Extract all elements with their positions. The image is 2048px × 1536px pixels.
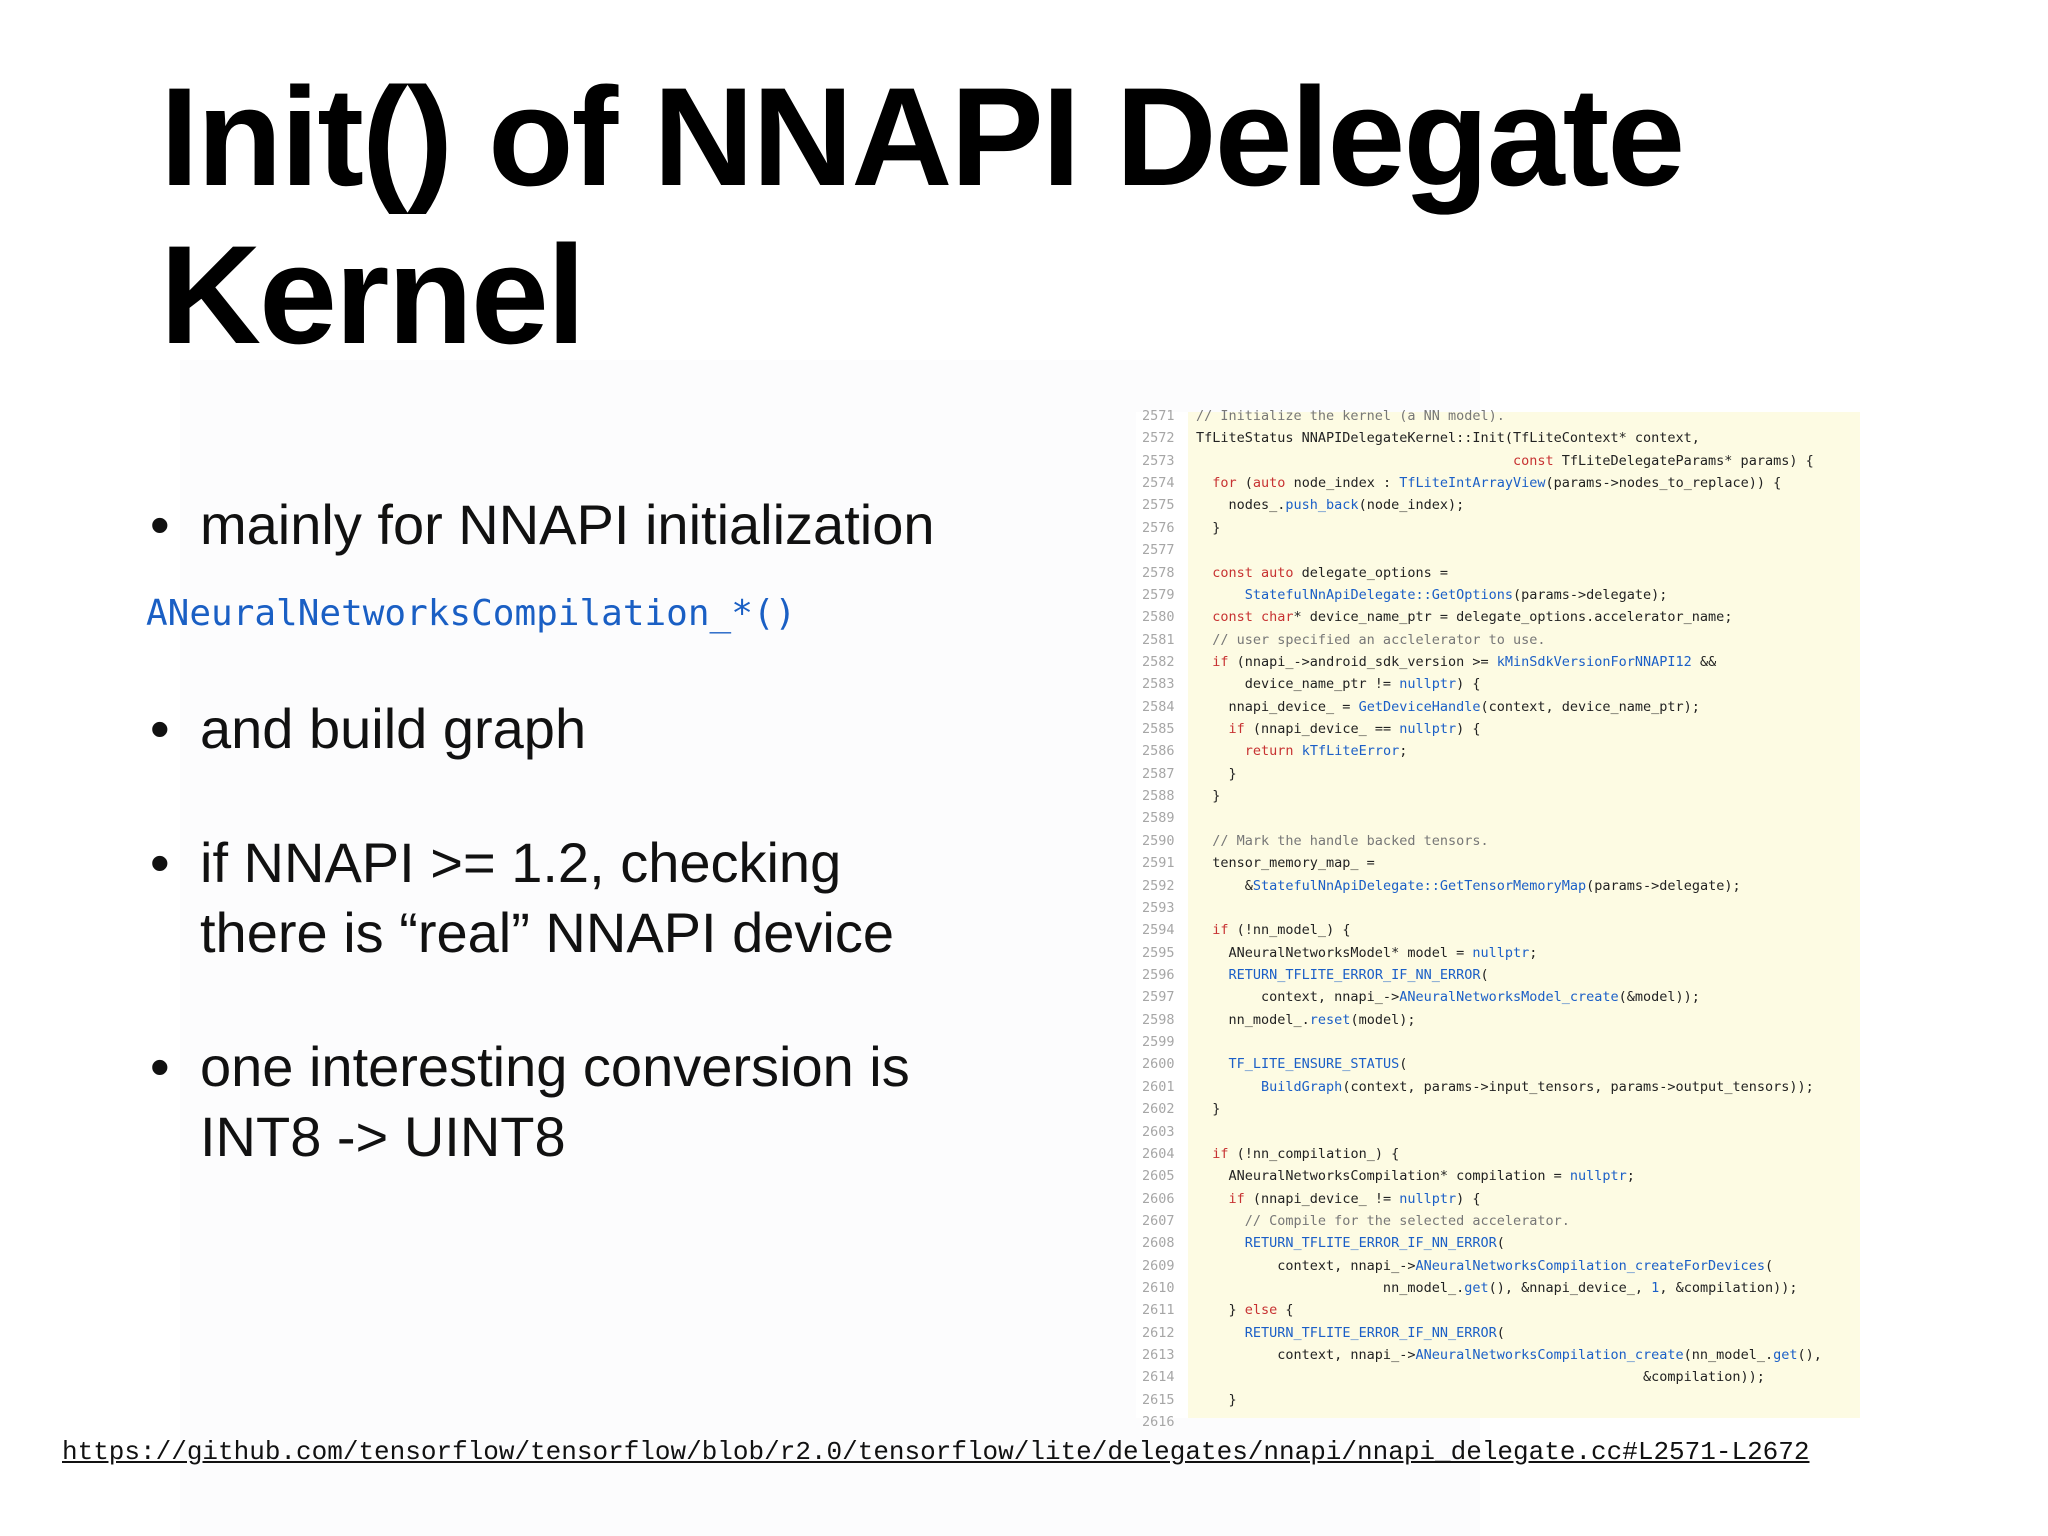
code-line-text xyxy=(1196,606,1732,628)
code-token: (params->delegate); xyxy=(1513,586,1668,603)
code-token: nn_model_. xyxy=(1196,1280,1465,1297)
code-line-text xyxy=(1196,1009,1415,1031)
code-line xyxy=(1136,1277,1860,1299)
code-line-text xyxy=(1196,1232,1505,1254)
code-token: context, nnapi_-> xyxy=(1196,1257,1416,1274)
code-line-text xyxy=(1196,517,1220,539)
code-line-text xyxy=(1196,763,1237,785)
code-token: * device_name_ptr = delegate_options.accelerator_name; xyxy=(1293,609,1733,626)
code-token: (node_index); xyxy=(1358,497,1465,514)
code-token: // Initialize the kernel (a NN model). xyxy=(1196,408,1505,424)
code-snippet xyxy=(1136,408,1860,1431)
code-line-number: 2606 xyxy=(1142,1190,1175,1207)
code-token: nullptr xyxy=(1569,1168,1627,1185)
code-line-number: 2587 xyxy=(1142,765,1175,782)
code-line-number: 2616 xyxy=(1142,1414,1175,1431)
code-line xyxy=(1136,1299,1860,1321)
code-token: return xyxy=(1244,743,1294,760)
code-token: const xyxy=(1512,452,1554,469)
code-line-text xyxy=(1196,696,1700,718)
bullet-text xyxy=(200,490,1040,560)
code-line xyxy=(1136,405,1860,427)
code-line-number: 2583 xyxy=(1142,676,1175,693)
code-line-text xyxy=(1196,1322,1505,1344)
code-token: ( xyxy=(1496,1324,1505,1341)
code-line-text xyxy=(1196,472,1781,494)
api-call-code: ANeuralNetworksCompilation_*() xyxy=(146,593,797,634)
code-line-text xyxy=(1196,629,1546,651)
code-token: (), &nnapi_device_, xyxy=(1488,1280,1652,1297)
code-token: nullptr xyxy=(1399,721,1457,738)
code-token: context, nnapi_-> xyxy=(1196,1347,1416,1364)
code-line xyxy=(1136,1143,1860,1165)
bullet-dot-icon: • xyxy=(150,493,170,556)
code-token xyxy=(1196,967,1229,983)
code-token: &compilation)); xyxy=(1196,1369,1765,1386)
code-line xyxy=(1136,1121,1860,1143)
code-token: RETURN_TFLITE_ERROR_IF_NN_ERROR xyxy=(1244,1324,1497,1341)
code-token: // Mark the handle backed tensors. xyxy=(1196,832,1489,849)
code-line-text xyxy=(1196,1143,1399,1165)
code-line xyxy=(1136,897,1860,919)
code-line-text xyxy=(1196,964,1489,986)
code-line-number: 2605 xyxy=(1142,1168,1175,1185)
code-line-text xyxy=(1196,450,1814,472)
code-token: delegate_options = xyxy=(1293,564,1448,581)
code-line xyxy=(1136,1366,1860,1388)
code-token xyxy=(1196,922,1212,938)
code-line xyxy=(1136,1344,1860,1366)
code-line-text xyxy=(1196,718,1481,740)
code-line xyxy=(1136,763,1860,785)
code-line xyxy=(1136,651,1860,673)
code-line-number: 2576 xyxy=(1142,519,1175,536)
code-line xyxy=(1136,696,1860,718)
code-line-number: 2607 xyxy=(1142,1212,1175,1229)
code-token xyxy=(1196,743,1245,759)
code-token: } xyxy=(1196,519,1221,536)
code-line-text xyxy=(1196,875,1741,897)
bullet-dot-icon: • xyxy=(150,831,170,894)
code-token: TfLiteStatus NNAPIDelegateKernel::Init(TfLiteContext* context, xyxy=(1196,430,1700,447)
code-line-number: 2611 xyxy=(1142,1302,1175,1319)
code-line xyxy=(1136,964,1860,986)
code-token: ( xyxy=(1236,475,1253,492)
code-line-number: 2614 xyxy=(1142,1369,1175,1386)
code-line-text xyxy=(1196,673,1481,695)
code-token: ( xyxy=(1496,1235,1505,1252)
code-line xyxy=(1136,1255,1860,1277)
code-line xyxy=(1136,919,1860,941)
code-token: else xyxy=(1244,1302,1278,1319)
code-line xyxy=(1136,517,1860,539)
code-line xyxy=(1136,875,1860,897)
code-token: reset xyxy=(1309,1011,1351,1028)
code-line-text xyxy=(1196,494,1464,516)
code-token xyxy=(1196,475,1212,491)
code-token: if xyxy=(1228,1190,1245,1207)
code-line-text xyxy=(1196,651,1716,673)
code-token: StatefulNnApiDelegate::GetTensorMemoryMap xyxy=(1252,877,1587,894)
code-token: (model); xyxy=(1350,1011,1416,1028)
code-line-text xyxy=(1196,1277,1797,1299)
code-line-number: 2591 xyxy=(1142,855,1175,872)
code-token: TF_LITE_ENSURE_STATUS xyxy=(1228,1056,1400,1073)
code-line xyxy=(1136,472,1860,494)
code-line-number: 2615 xyxy=(1142,1391,1175,1408)
code-token xyxy=(1294,743,1302,759)
code-token: ANeuralNetworksModel_create xyxy=(1399,989,1619,1006)
code-token: ( xyxy=(1480,967,1489,983)
code-line xyxy=(1136,852,1860,874)
code-line xyxy=(1136,807,1860,829)
code-token: ; xyxy=(1626,1168,1635,1185)
code-line-text xyxy=(1196,1053,1407,1075)
code-token: push_back xyxy=(1285,497,1359,514)
code-token: kMinSdkVersionForNNAPI12 xyxy=(1496,653,1692,670)
code-line-number: 2596 xyxy=(1142,967,1175,983)
code-line xyxy=(1136,1165,1860,1187)
code-token: { xyxy=(1277,1302,1294,1319)
code-line xyxy=(1136,584,1860,606)
slide-title-line-1: Init() of NNAPI Delegate xyxy=(160,58,1684,215)
code-token: } xyxy=(1196,788,1221,805)
code-token: (nnapi_device_ == xyxy=(1244,721,1400,738)
code-token: GetDeviceHandle xyxy=(1358,698,1481,715)
code-token xyxy=(1196,1056,1229,1072)
code-token: if xyxy=(1212,1145,1229,1162)
code-token xyxy=(1196,1235,1245,1251)
code-line-number: 2575 xyxy=(1142,497,1175,514)
code-line-number: 2581 xyxy=(1142,631,1175,648)
code-token: const char xyxy=(1212,609,1294,626)
code-token xyxy=(1196,1146,1212,1162)
code-line xyxy=(1136,494,1860,516)
code-token: (nnapi_device_ != xyxy=(1244,1190,1400,1207)
code-line-text xyxy=(1196,405,1505,427)
code-token xyxy=(1196,1079,1261,1095)
bullet-text xyxy=(200,828,1040,968)
code-token: & xyxy=(1196,877,1253,894)
code-line-number: 2586 xyxy=(1142,743,1175,760)
code-token: nodes_. xyxy=(1196,497,1286,514)
code-line xyxy=(1136,1076,1860,1098)
code-token: // user specified an acclelerator to use. xyxy=(1196,631,1546,648)
code-token: kTfLiteError xyxy=(1301,743,1400,760)
code-line-text xyxy=(1196,1165,1635,1187)
bullet-text xyxy=(200,1032,1040,1172)
code-line xyxy=(1136,539,1860,561)
bullet-text-line: if NNAPI >= 1.2, checking xyxy=(200,831,842,894)
code-line-text xyxy=(1196,1255,1773,1277)
bullet-text-line: INT8 -> UINT8 xyxy=(200,1105,566,1168)
bullet-text-line: and build graph xyxy=(200,697,587,760)
code-token xyxy=(1196,721,1229,737)
code-line xyxy=(1136,785,1860,807)
code-line-text xyxy=(1196,427,1700,449)
code-token: nullptr xyxy=(1399,676,1457,693)
code-token: (!nn_compilation_) { xyxy=(1228,1145,1400,1162)
code-line-number: 2610 xyxy=(1142,1280,1175,1297)
code-token: , &compilation)); xyxy=(1659,1280,1798,1297)
code-line xyxy=(1136,942,1860,964)
code-line xyxy=(1136,1389,1860,1411)
code-token: ANeuralNetworksModel* model = xyxy=(1196,944,1473,961)
code-token: TfLiteIntArrayView xyxy=(1399,475,1546,492)
code-token: (context, device_name_ptr); xyxy=(1480,698,1700,715)
code-line-number: 2579 xyxy=(1142,586,1175,603)
code-line-number: 2602 xyxy=(1142,1101,1175,1118)
slide-title-line-2: Kernel xyxy=(160,216,584,373)
code-line-number: 2597 xyxy=(1142,989,1175,1006)
code-token xyxy=(1196,565,1212,581)
code-line-text xyxy=(1196,830,1489,852)
code-token: ; xyxy=(1399,743,1408,760)
code-line-number: 2574 xyxy=(1142,475,1175,492)
code-line-number: 2577 xyxy=(1142,542,1175,559)
code-line-text xyxy=(1196,1210,1570,1232)
code-line-number: 2582 xyxy=(1142,653,1175,670)
bullet-dot-icon: • xyxy=(150,697,170,760)
code-token: ) { xyxy=(1456,676,1481,693)
code-line-text xyxy=(1196,1299,1294,1321)
code-token: (nnapi_->android_sdk_version >= xyxy=(1228,653,1497,670)
code-token: (params->delegate); xyxy=(1586,877,1741,894)
code-line-number: 2585 xyxy=(1142,721,1175,738)
code-line-text xyxy=(1196,986,1700,1008)
code-line-text xyxy=(1196,1098,1220,1120)
code-line-number: 2608 xyxy=(1142,1235,1175,1252)
code-line-number: 2609 xyxy=(1142,1257,1175,1274)
code-line-number: 2580 xyxy=(1142,609,1175,626)
code-line-number: 2592 xyxy=(1142,877,1175,894)
code-line xyxy=(1136,740,1860,762)
code-token: ANeuralNetworksCompilation_createForDevices xyxy=(1415,1257,1765,1274)
code-token: (&model)); xyxy=(1618,989,1700,1006)
code-token: ; xyxy=(1529,944,1538,961)
code-line-text xyxy=(1196,785,1220,807)
code-token: BuildGraph xyxy=(1261,1078,1343,1095)
code-token xyxy=(1196,609,1212,625)
code-line-text xyxy=(1196,919,1350,941)
bullet-text-line: mainly for NNAPI initialization xyxy=(200,493,935,556)
code-line xyxy=(1136,986,1860,1008)
code-token: ) { xyxy=(1456,721,1481,738)
code-token xyxy=(1196,587,1245,603)
code-line xyxy=(1136,1053,1860,1075)
code-token xyxy=(1196,654,1212,670)
code-token: RETURN_TFLITE_ERROR_IF_NN_ERROR xyxy=(1244,1235,1497,1252)
code-token: ( xyxy=(1399,1056,1408,1073)
code-token: for xyxy=(1212,475,1237,492)
code-token: (params->nodes_to_replace)) { xyxy=(1545,475,1782,492)
code-line xyxy=(1136,450,1860,472)
code-line xyxy=(1136,427,1860,449)
code-line-number: 2603 xyxy=(1142,1123,1175,1140)
code-token: // Compile for the selected accelerator. xyxy=(1196,1212,1570,1229)
code-line-text xyxy=(1196,1188,1481,1210)
code-line-number: 2571 xyxy=(1142,408,1175,424)
code-token: } xyxy=(1196,1101,1221,1118)
code-line xyxy=(1136,1098,1860,1120)
code-token: (context, params->input_tensors, params->output_tensors)); xyxy=(1342,1078,1814,1095)
code-token: device_name_ptr != xyxy=(1196,676,1400,693)
code-token: const auto xyxy=(1212,564,1294,581)
code-line xyxy=(1136,1322,1860,1344)
code-token: 1 xyxy=(1651,1280,1660,1297)
code-line-number: 2604 xyxy=(1142,1145,1175,1162)
code-line-number: 2613 xyxy=(1142,1347,1175,1364)
code-line xyxy=(1136,830,1860,852)
code-token: nullptr xyxy=(1399,1190,1457,1207)
code-token: nn_model_. xyxy=(1196,1011,1310,1028)
code-line xyxy=(1136,1009,1860,1031)
code-line-text xyxy=(1196,1389,1237,1411)
code-line xyxy=(1136,1232,1860,1254)
code-line xyxy=(1136,562,1860,584)
code-token: StatefulNnApiDelegate::GetOptions xyxy=(1244,586,1513,603)
code-line xyxy=(1136,629,1860,651)
code-token: tensor_memory_map_ = xyxy=(1196,855,1375,872)
code-line-text xyxy=(1196,942,1537,964)
code-token: } xyxy=(1196,1302,1245,1319)
code-line-text xyxy=(1196,1076,1814,1098)
code-line-text xyxy=(1196,1344,1822,1366)
code-line-number: 2589 xyxy=(1142,810,1175,827)
code-token xyxy=(1196,1191,1229,1207)
code-token: } xyxy=(1196,1391,1237,1408)
code-token: ( xyxy=(1764,1257,1774,1274)
code-token: ) { xyxy=(1456,1190,1481,1207)
code-token: nullptr xyxy=(1472,944,1530,961)
bullet-dot-icon: • xyxy=(150,1035,170,1098)
code-line xyxy=(1136,673,1860,695)
code-line-text xyxy=(1196,1366,1765,1388)
code-line xyxy=(1136,718,1860,740)
code-line-text xyxy=(1196,584,1667,606)
code-token: (nn_model_. xyxy=(1683,1347,1774,1364)
bullet-text-line: there is “real” NNAPI device xyxy=(200,901,895,964)
code-line-number: 2594 xyxy=(1142,922,1175,939)
code-token: nnapi_device_ = xyxy=(1196,698,1359,715)
code-line-number: 2588 xyxy=(1142,788,1175,805)
code-line-number: 2599 xyxy=(1142,1034,1175,1051)
code-token: node_index : xyxy=(1285,475,1400,492)
code-line-text xyxy=(1196,852,1375,874)
code-token: && xyxy=(1691,653,1717,670)
bullet-text-line: one interesting conversion is xyxy=(200,1035,910,1098)
code-line-number: 2600 xyxy=(1142,1056,1175,1073)
code-line xyxy=(1136,1210,1860,1232)
code-token xyxy=(1196,1325,1245,1341)
code-line xyxy=(1136,1188,1860,1210)
code-token: if xyxy=(1212,922,1229,939)
bullet-text xyxy=(200,694,1040,764)
code-token: if xyxy=(1228,721,1245,738)
code-token: } xyxy=(1196,765,1237,782)
code-line-number: 2593 xyxy=(1142,899,1175,916)
code-line xyxy=(1136,606,1860,628)
code-token: get xyxy=(1464,1280,1489,1297)
code-line-number: 2598 xyxy=(1142,1011,1175,1028)
code-token: auto xyxy=(1252,475,1286,492)
code-token: ANeuralNetworksCompilation* compilation = xyxy=(1196,1168,1570,1185)
code-token: (!nn_model_) { xyxy=(1228,922,1351,939)
code-token: if xyxy=(1212,653,1229,670)
code-token: get xyxy=(1773,1347,1798,1364)
code-line-number: 2590 xyxy=(1142,832,1175,849)
code-line xyxy=(1136,1031,1860,1053)
code-token: TfLiteDelegateParams* params) { xyxy=(1553,452,1814,469)
code-line xyxy=(1136,1411,1860,1433)
code-line-text xyxy=(1196,562,1448,584)
code-line-number: 2584 xyxy=(1142,698,1175,715)
code-token: (), xyxy=(1797,1347,1822,1364)
slide-title xyxy=(160,58,1860,374)
code-line-text xyxy=(1196,740,1407,762)
code-line-number: 2572 xyxy=(1142,430,1175,447)
code-line-number: 2578 xyxy=(1142,564,1175,581)
code-token: context, nnapi_-> xyxy=(1196,989,1400,1006)
source-url-link[interactable]: https://github.com/tensorflow/tensorflow/blob/r2.0/tensorflow/lite/delegates/nnapi/nnapi_delegate.cc#L2571-L2672 xyxy=(62,1437,1810,1467)
code-line-number: 2601 xyxy=(1142,1078,1175,1095)
code-token: ANeuralNetworksCompilation_create xyxy=(1415,1347,1684,1364)
code-line-number: 2612 xyxy=(1142,1324,1175,1341)
code-line-number: 2595 xyxy=(1142,944,1175,961)
code-line-number: 2573 xyxy=(1142,452,1175,469)
code-token: RETURN_TFLITE_ERROR_IF_NN_ERROR xyxy=(1228,967,1481,983)
code-token xyxy=(1196,453,1513,469)
